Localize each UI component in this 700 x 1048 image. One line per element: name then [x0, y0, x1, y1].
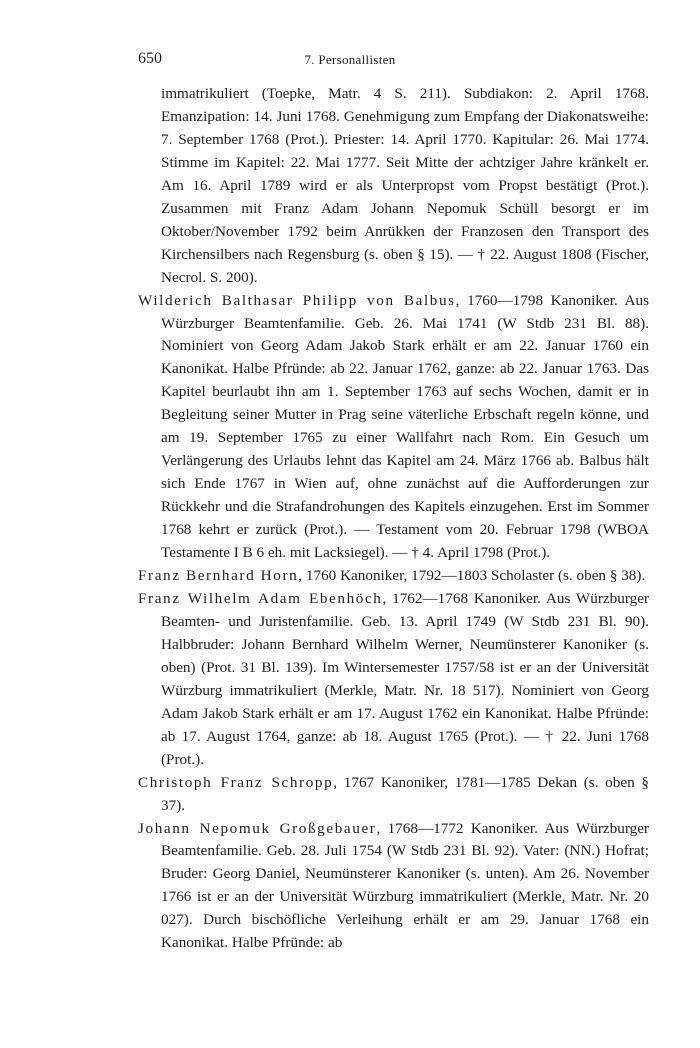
continuation-paragraph: immatrikuliert (Toepke, Matr. 4 S. 211). Subdiakon: 2. April 1768. Emanzipation: 14. Juni 1768. Genehmigung zum Empfang der Diakonatsweihe: 7. September 1768 (Prot.). Priester: 14. April 1770. Kapitular: 26. Mai 1774. Stimme im Kapitel: 22. Mai 1777. Seit Mitte der achtziger Jahre kränkelt er. Am 16. April 1789 wird er als Unterpropst vom Propst bestätigt (Prot.). Zusammen mit Franz Adam Johann Nepomuk Schüll besorgt er im Oktober/November 1792 beim Anrükken der Franzosen den Transport des Kirchensilbers nach Regensburg (s. oben § 15). — † 22. August 1808 (Fischer, Necrol. S. 200). [161, 85, 649, 286]
entry-text: , 1762—1768 Kanoniker. Aus Würzburger Beamten- und Juristenfamilie. Geb. 13. April 1749 (W Stdb 231 Bl. 90). Halbbruder: Johann Bernhard Wilhelm Werner, Neumünsterer Kanoniker (s. oben) (Prot. 31 Bl. 139). Im Wintersemester 1757/58 ist er an der Universität Würzburg immatrikuliert (Merkle, Matr. Nr. 18 517). Nominiert von Georg Adam Jakob Stark erhält er am 17. August 1762 ein Kanonikat. Halbe Pfründe: ab 17. August 1764, ganze: ab 18. August 1765 (Prot.). — † 22. Juni 1768 (Prot.). [161, 589, 650, 768]
page-number: 650 [138, 50, 162, 67]
entry-name: Franz Wilhelm Adam Ebenhöch [138, 589, 383, 607]
entry-text: , 1768—1772 Kanoniker. Aus Würzburger Beamtenfamilie. Geb. 28. Juli 1754 (W Stdb 231 Bl. 92). Vater: (NN.) Hofrat; Bruder: Georg Daniel, Neumünsterer Kanoniker (s. unten). Am 26. November 1766 ist er an der Universität Würzburg immatrikuliert (Merkle, Matr. Nr. 20 027). Durch bischöfliche Verleihung erhält er am 29. Januar 1768 ein Kanonikat. Halbe Pfründe: ab [161, 819, 649, 952]
entry-schropp [138, 772, 649, 818]
page-body [138, 83, 649, 955]
entry-name: Christoph Franz Schropp [138, 773, 334, 791]
entry-text: , 1760—1798 Kanoniker. Aus Würzburger Beamtenfamilie. Geb. 26. Mai 1741 (W Stdb 231 Bl. 88). Nominiert von Georg Adam Jakob Stark erhält er am 22. Januar 1760 ein Kanonikat. Halbe Pfründe: ab 22. Januar 1762, ganze: ab 22. Januar 1763. Das Kapitel beurlaubt ihn am 1. September 1763 auf sechs Wochen, damit er in Begleitung seiner Mutter in Prag seine väterliche Erbschaft regeln könne, und am 19. September 1765 zu einer Wallfahrt nach Rom. Ein Gesuch um Verlängerung des Urlaubs lehnt das Kapitel am 24. März 1766 ab. Balbus hält sich Ende 1767 in Wien auf, ohne zunächst auf die Aufforderungen zur Rückkehr und die Strafandrohungen des Kapitels einzugehen. Erst im Sommer 1768 kehrt er zurück (Prot.). — Testament vom 20. Februar 1798 (WBOA Testamente I B 6 eh. mit Lacksiegel). — † 4. April 1798 (Prot.). [161, 291, 650, 562]
entry-balbus [138, 290, 649, 565]
entry-ebenhoech [138, 588, 649, 772]
entry-name: Franz Bernhard Horn [138, 567, 299, 585]
entry-name: Wilderich Balthasar Philipp von Balbus [138, 291, 456, 309]
entry-grossgebauer [138, 818, 649, 956]
running-title: 7. Personallisten [304, 52, 396, 67]
entry-name: Johann Nepomuk Großgebauer [138, 819, 377, 837]
entry-text: , 1767 Kanoniker, 1781—1785 Dekan (s. oben § 37). [161, 773, 649, 814]
entry-horn [138, 565, 649, 588]
entry-text: , 1760 Kanoniker, 1792—1803 Scholaster (s. oben § 38). [298, 567, 646, 585]
